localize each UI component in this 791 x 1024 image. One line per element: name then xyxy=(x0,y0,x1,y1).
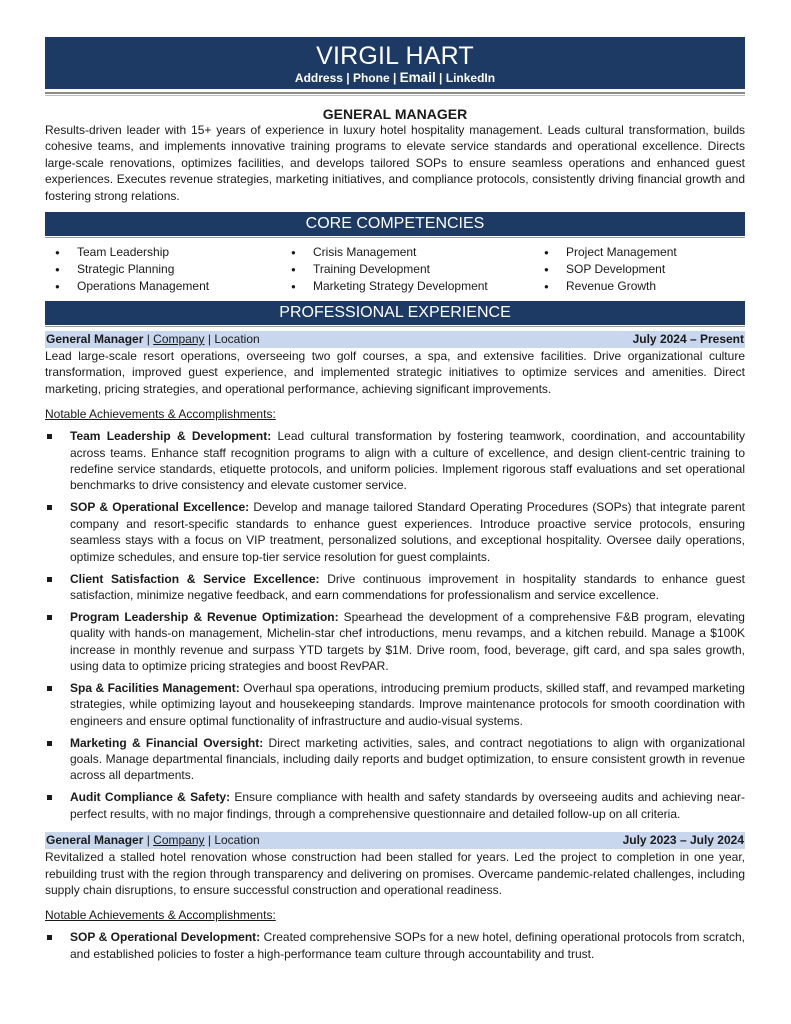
achievements-list xyxy=(45,428,745,822)
achievements-heading: Notable Achievements & Accomplishments: xyxy=(45,908,276,923)
section-divider xyxy=(45,237,745,238)
contact-separator: | xyxy=(342,71,353,85)
company-link[interactable]: Company xyxy=(153,833,205,848)
resume-header xyxy=(45,37,745,89)
achievement-text: Direct marketing activities, sales, and contract negotiations to align with organizational goals. Manage departmental financials, including daily reports and budget optimization, to ensure consistent growth in revenue across all departments. xyxy=(70,735,745,783)
professional-experience-heading: PROFESSIONAL EXPERIENCE xyxy=(45,301,745,325)
resume-page xyxy=(45,37,745,968)
achievement-item xyxy=(45,609,745,675)
competencies-column-1 xyxy=(45,244,281,295)
job-header xyxy=(45,331,745,348)
competencies-column-3 xyxy=(534,244,745,295)
core-competencies-heading: CORE COMPETENCIES xyxy=(45,212,745,236)
header-divider-thin xyxy=(45,95,745,96)
job-header xyxy=(45,832,745,849)
achievement-item xyxy=(45,428,745,494)
job-role-line: General Manager | Company | Location xyxy=(46,332,260,347)
contact-phone: Phone xyxy=(352,71,390,85)
achievement-item xyxy=(45,929,745,962)
summary-paragraph: Results-driven leader with 15+ years of experience in luxury hotel hospitality management. Leads cultural transformation, builds cohesive teams, and implements innovative training programs to elevate service standards and operational excellence. Directs large-scale renovations, optimizes facilities, and develops tailored SOPs to ensure seamless operations and enhanced guest experiences. Executes revenue strategies, marketing initiatives, and compliance protocols, consistently driving financial growth and fostering strong relations. xyxy=(45,123,745,203)
job-title: GENERAL MANAGER xyxy=(322,106,468,122)
achievement-title: SOP & Operational Development: xyxy=(70,930,261,945)
achievement-title: Program Leadership & Revenue Optimization: xyxy=(70,609,339,624)
achievement-text: Develop and manage tailored Standard Operating Procedures (SOPs) that integrate parent company and resort-specific standards to enhance guest experiences. Introduce proactive service protocols, ensuring seamless stays with a focus on VIP treatment, personalized solutions, and exceptional hospitality. Oversee daily operations, optimize schedules, and ensure top-tier service resolution for guest complaints. xyxy=(70,500,746,564)
competency-item: ● SOP Development xyxy=(534,261,745,278)
competency-item: ● Team Leadership xyxy=(45,244,281,261)
competency-item: ● Revenue Growth xyxy=(534,278,745,295)
competency-item: ● Project Management xyxy=(534,244,745,261)
competency-item: ● Crisis Management xyxy=(281,244,534,261)
achievement-item xyxy=(45,680,745,729)
achievement-item xyxy=(45,499,745,565)
competency-item: ● Operations Management xyxy=(45,278,281,295)
achievement-text: Ensure compliance with health and safety standards by overseeing audits and achieving near-perfect results, with no major findings, through a comprehensive questionnaire and detailed follow-up on all criteria. xyxy=(70,790,745,821)
candidate-name: VIRGIL HART xyxy=(316,42,474,70)
job-dates: July 2024 – Present xyxy=(632,332,744,347)
achievement-text: Spearhead the development of a comprehensive F&B program, elevating quality with hands-on management, Michelin-star chef introductions, menu revamps, and a kitchen rebuild. Manage a $100K increase in monthly revenue and surpass YTD targets by $1M. Drive room, food, beverage, gift card, and spa sales growth, using data to optimize pricing strategies and boost RevPAR. xyxy=(70,609,745,674)
competency-item: ● Marketing Strategy Development xyxy=(281,278,534,295)
job-location: Location xyxy=(214,332,260,347)
contact-email: Email xyxy=(399,70,436,85)
competencies-column-2 xyxy=(281,244,534,295)
competency-item: ● Strategic Planning xyxy=(45,261,281,278)
job-role: General Manager xyxy=(46,332,144,347)
achievement-text: Created comprehensive SOPs for a new hotel, defining operational protocols from scratch, and established policies to foster a high-performance team culture through accountability and trust. xyxy=(70,930,745,961)
competencies-grid xyxy=(45,244,745,295)
contact-address: Address xyxy=(294,71,343,85)
achievement-title: Audit Compliance & Safety: xyxy=(70,790,231,805)
contact-separator: | xyxy=(389,71,400,85)
achievement-title: Spa & Facilities Management: xyxy=(70,680,240,695)
job-role: General Manager xyxy=(46,833,144,848)
achievement-title: SOP & Operational Excellence: xyxy=(70,500,250,515)
achievement-text: Overhaul spa operations, introducing premium products, skilled staff, and revamped marketing strategies, while optimizing layout and housekeeping standards. Improve maintenance protocols for smooth coordination with engineers and ensure optimal functionality of infrastructure and audio-visual systems. xyxy=(70,680,745,728)
job-description: Revitalized a stalled hotel renovation whose construction had been stalled for years. Led the project to completion in one year, rebuilding trust with the region through transparency and delivering on promises. Overcame pandemic-related challenges, including supply chain disruptions, to ensure successful construction and operational readiness. xyxy=(45,850,745,897)
contact-line xyxy=(45,71,745,85)
achievement-text: Drive continuous improvement in hospitality standards to enhance guest satisfaction, minimize negative feedback, and earn commendations for professionalism and service excellence. xyxy=(70,571,745,602)
company-link[interactable]: Company xyxy=(153,332,205,347)
header-divider xyxy=(45,92,745,94)
achievement-item xyxy=(45,735,745,784)
job-description: Lead large-scale resort operations, overseeing two golf courses, a spa, and extensive facilities. Drive organizational culture transformation, improved guest experience, and implemented strategic initiatives to optimize services and amenities. Direct marketing, pricing strategies, and operational performance, achieving significant improvements. xyxy=(45,349,745,396)
achievement-title: Team Leadership & Development: xyxy=(70,429,272,444)
section-divider xyxy=(45,326,745,327)
job-location: Location xyxy=(214,833,260,848)
achievement-item xyxy=(45,571,745,604)
achievement-title: Client Satisfaction & Service Excellence: xyxy=(70,571,320,586)
competency-item: ● Training Development xyxy=(281,261,534,278)
contact-separator: | xyxy=(435,71,446,85)
job-dates: July 2023 – July 2024 xyxy=(622,833,744,848)
achievement-item xyxy=(45,789,745,822)
achievements-list xyxy=(45,929,745,962)
contact-linkedin: LinkedIn xyxy=(445,71,496,85)
achievement-text: Lead cultural transformation by fostering teamwork, coordination, and accountability across teams. Enhance staff recognition programs to align with a culture of excellence, and design client-centric training to redefine service standards, etiquette protocols, and uniform policies. Implement rigorous staff evaluations and set operational benchmarks to drive consistency and elevate customer service. xyxy=(70,429,745,493)
achievements-heading: Notable Achievements & Accomplishments: xyxy=(45,407,276,422)
job-role-line: General Manager | Company | Location xyxy=(46,833,260,848)
achievement-title: Marketing & Financial Oversight: xyxy=(70,735,264,750)
